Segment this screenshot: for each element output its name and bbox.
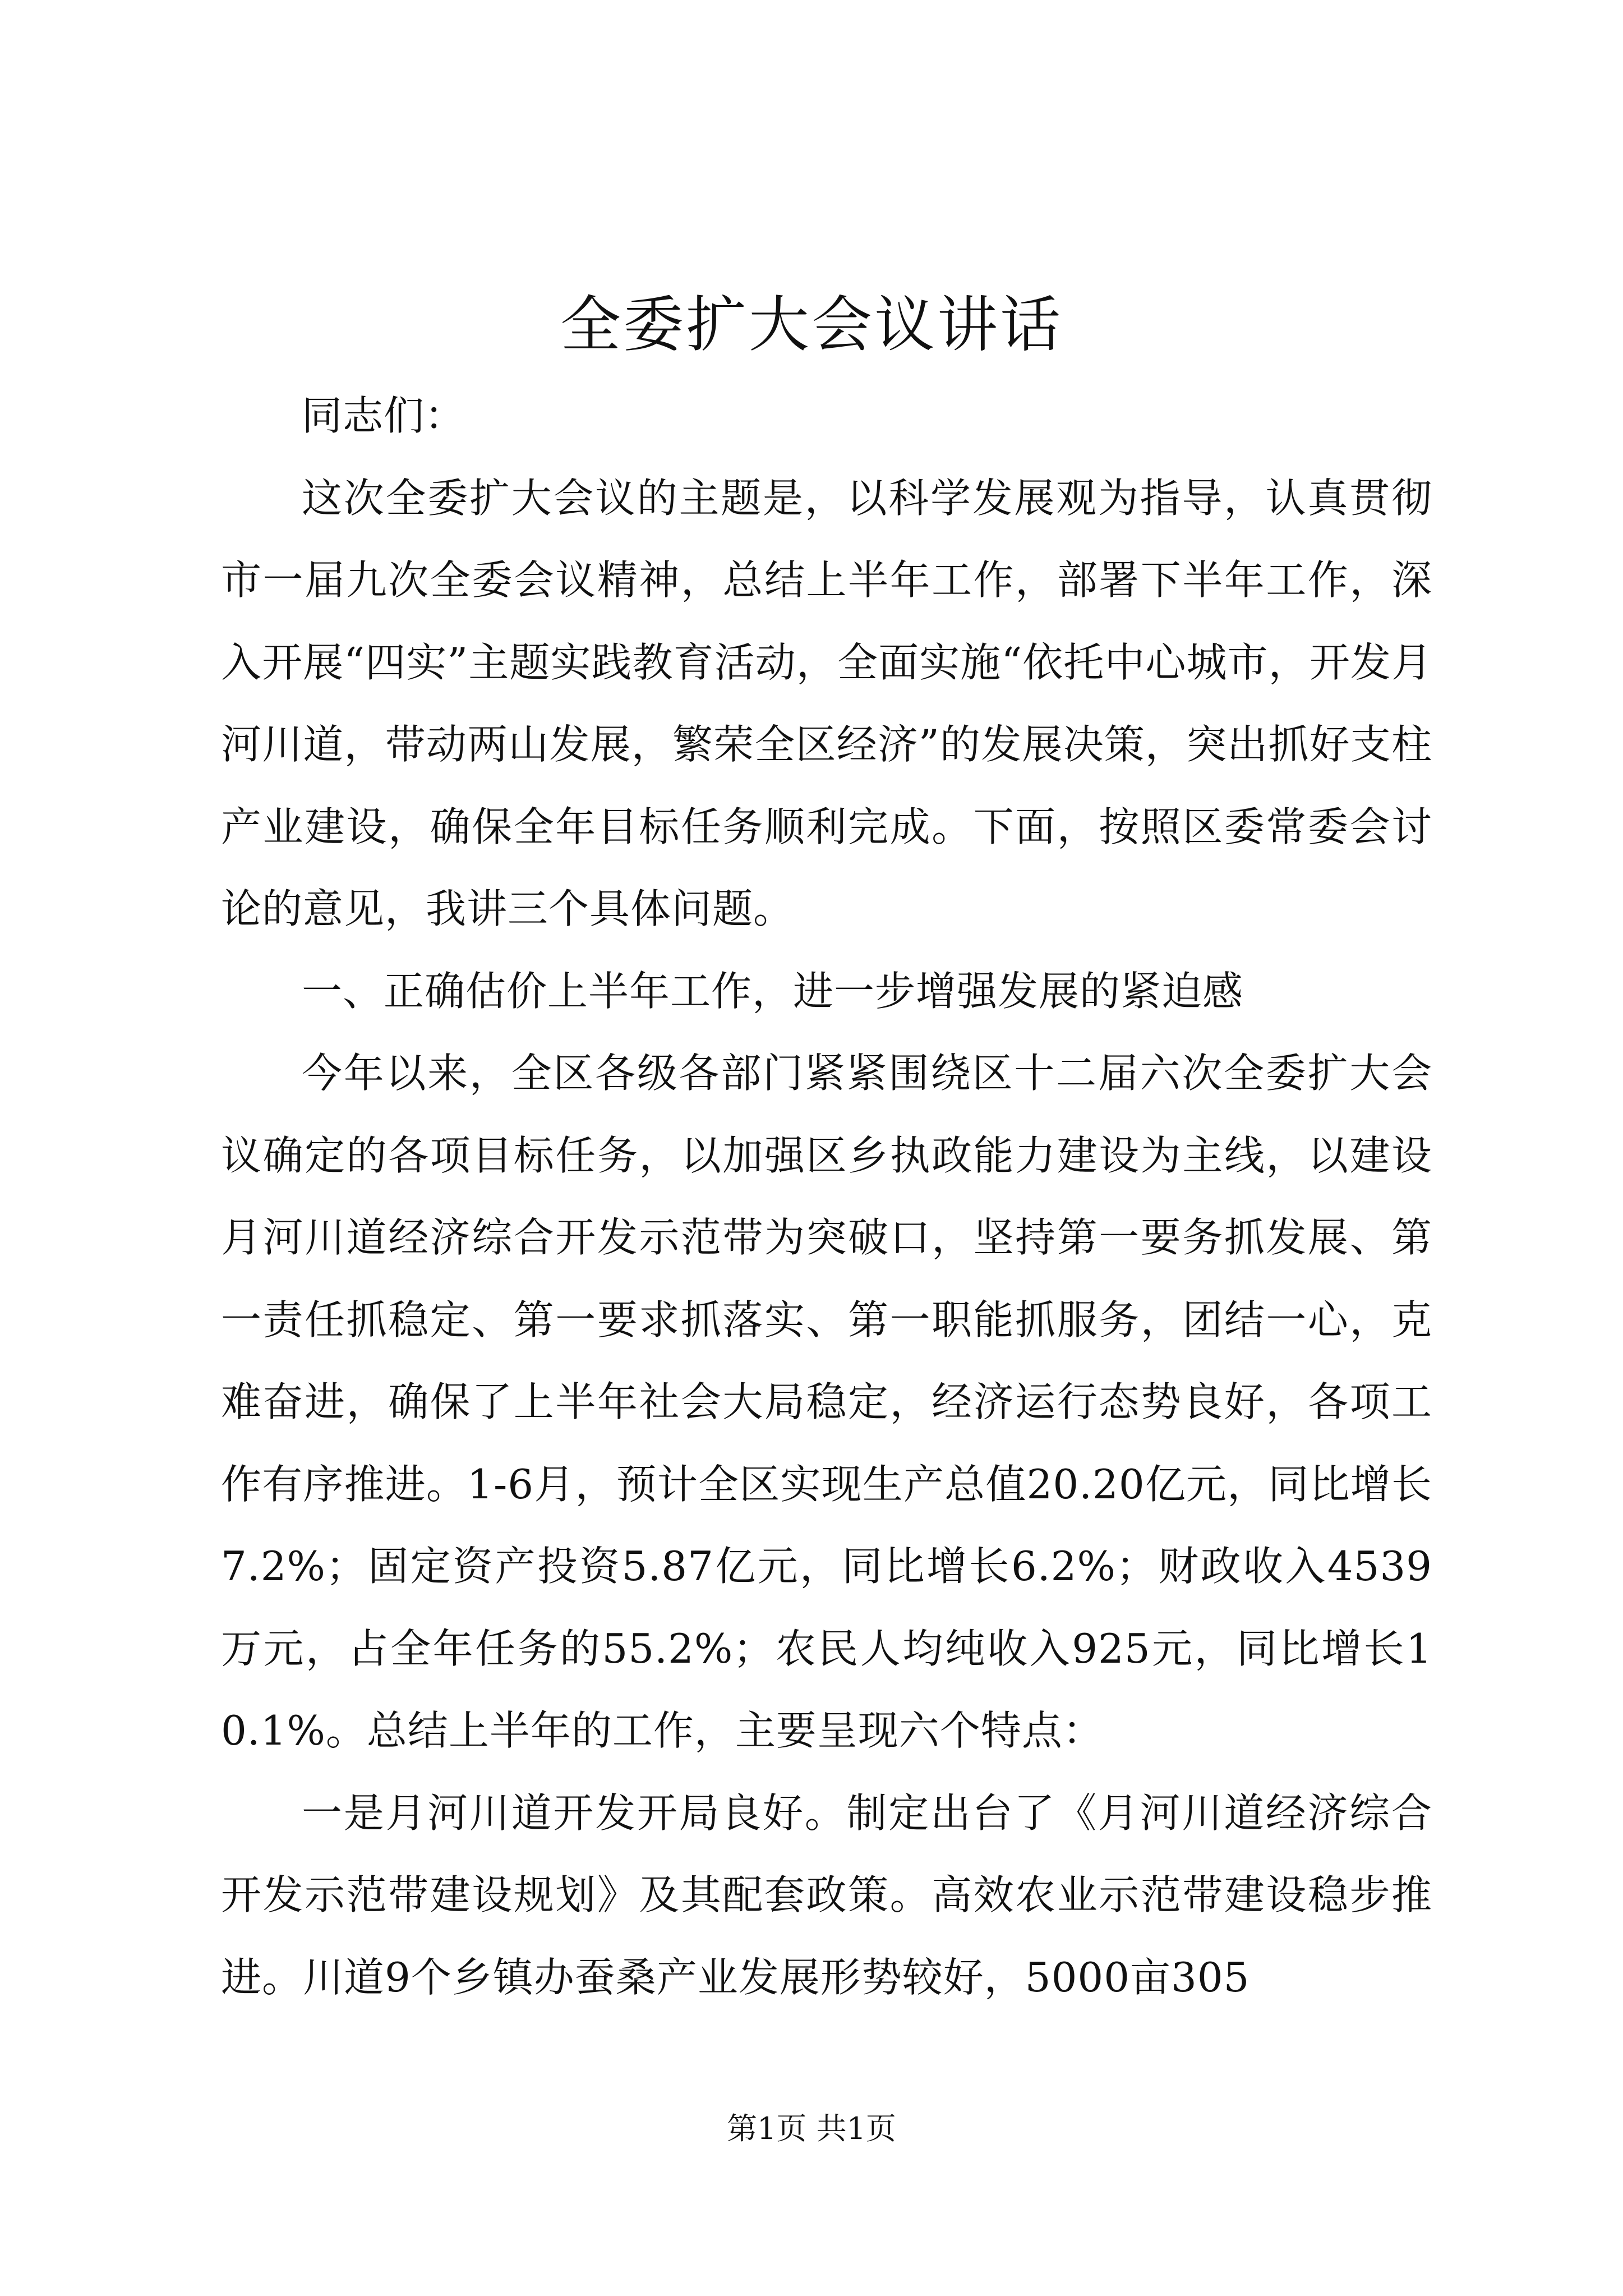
paragraph-intro: 这次全委扩大会议的主题是，以科学发展观为指导，认真贯彻市一届九次全委会议精神，总结上半年工作，部署下半年工作，深入开展“四实”主题实践教育活动，全面实施“依托中心城市，开发月河川道，带动两山发展，繁荣全区经济”的发展决策，突出抓好支柱产业建设，确保全年目标任务顺利完成。下面，按照区委常委会讨论的意见，我讲三个具体问题。	[221, 474, 1432, 932]
paragraph-point-one: 一是月河川道开发开局良好。制定出台了《月河川道经济综合开发示范带建设规划》及其配套政策。高效农业示范带建设稳步推进。川道9个乡镇办蚕桑产业发展形势较好，5000亩305	[221, 1789, 1432, 2001]
paragraph-summary: 今年以来，全区各级各部门紧紧围绕区十二届六次全委扩大会议确定的各项目标任务，以加强区乡执政能力建设为主线，以建设月河川道经济综合开发示范带为突破口，坚持第一要务抓发展、第一责任抓稳定、第一要求抓落实、第一职能抓服务，团结一心，克难奋进，确保了上半年社会大局稳定，经济运行态势良好，各项工作有序推进。1-6月，预计全区实现生产总值20.20亿元，同比增长7.2%；固定资产投资5.87亿元，同比增长6.2%；财政收入4539万元，占全年任务的55.2%；农民人均纯收入925元，同比增长10.1%。总结上半年的工作，主要呈现六个特点：	[221, 1050, 1432, 1754]
document-title: 全委扩大会议讲话	[560, 290, 1063, 360]
section-heading: 一、正确估价上半年工作，进一步增强发展的紧迫感	[302, 967, 1244, 1015]
page-footer: 第1页 共1页	[727, 2111, 896, 2146]
document-body	[221, 375, 1432, 2018]
salutation: 同志们：	[302, 392, 466, 439]
